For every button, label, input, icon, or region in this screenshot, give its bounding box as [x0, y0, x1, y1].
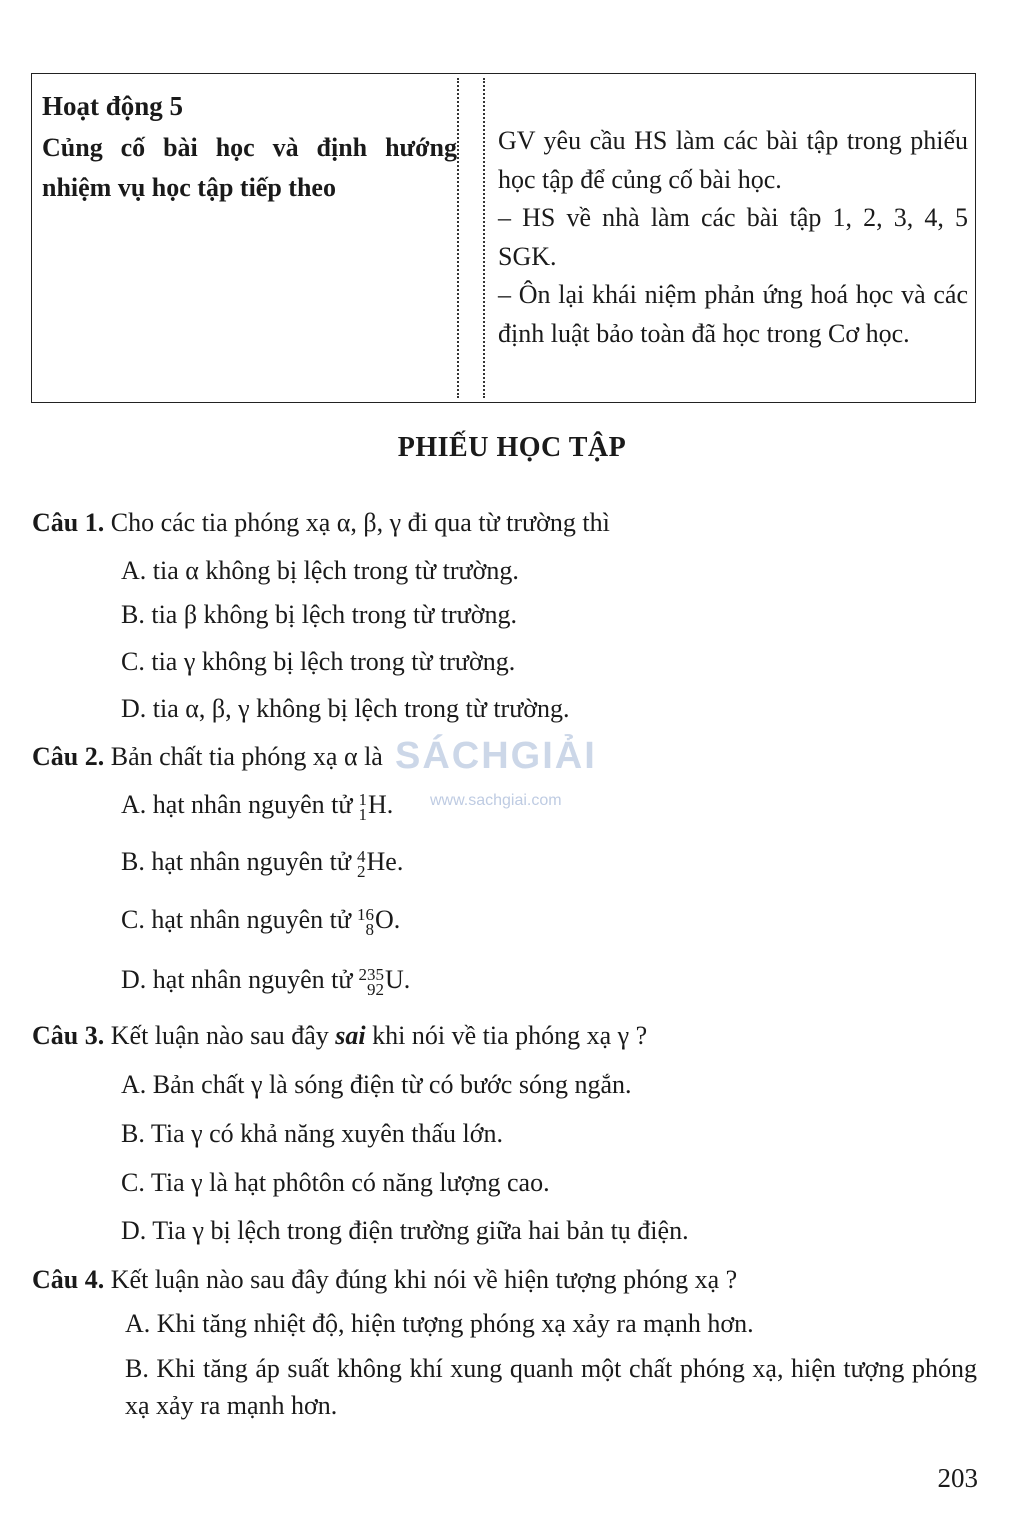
activity-right-column: [498, 122, 968, 353]
nuclide-notation: [358, 965, 384, 1000]
mass-number: 4: [357, 847, 366, 867]
page-number: 203: [937, 1463, 978, 1493]
option-b: B. tia β không bị lệch trong từ trường.: [121, 600, 518, 629]
question-text: khi nói về tia phóng xạ γ ?: [372, 1021, 648, 1050]
atomic-number: 8: [365, 920, 375, 940]
question-number: Câu 4.: [32, 1265, 105, 1294]
question-number: Câu 3.: [32, 1021, 105, 1050]
question-text: Kết luận nào sau đây: [110, 1021, 329, 1050]
question-number: Câu 2.: [32, 742, 105, 771]
option-c: [121, 905, 401, 940]
emphasis-word: sai: [335, 1021, 366, 1050]
option-c: C. Tia γ là hạt phôtôn có năng lượng cao.: [121, 1168, 550, 1197]
option-d: [121, 965, 411, 1000]
activity-title: Hoạt động 5: [42, 91, 184, 121]
atomic-number: 2: [357, 862, 366, 882]
worksheet-title: PHIẾU HỌC TẬP: [397, 432, 627, 463]
option-b: B. Khi tăng áp suất không khí xung quanh một chất phóng xạ, hiện tượng phóng xạ xảy ra mạnh hơn.: [125, 1354, 977, 1420]
option-text: A. hạt nhân nguyên tử: [121, 790, 353, 819]
watermark-url: www.sachgiai.com: [430, 792, 562, 809]
option-a: A. Bản chất γ là sóng điện từ có bước sóng ngắn.: [121, 1070, 632, 1099]
option-c: C. tia γ không bị lệch trong từ trường.: [121, 647, 516, 676]
option-text: C. hạt nhân nguyên tử: [121, 905, 352, 934]
option-b: [121, 847, 404, 882]
option-a: A. Khi tăng nhiệt độ, hiện tượng phóng xạ xảy ra mạnh hơn.: [125, 1309, 754, 1338]
question-text: Kết luận nào sau đây đúng khi nói về hiện tượng phóng xạ ?: [110, 1265, 738, 1294]
activity-paragraph: GV yêu cầu HS làm các bài tập trong phiếu học tập để củng cố bài học.: [498, 126, 968, 194]
activity-subtitle: Củng cố bài học và định hướng nhiệm vụ học tập tiếp theo: [42, 133, 457, 202]
element-symbol: O.: [375, 905, 401, 934]
mass-number: 16: [357, 905, 375, 925]
activity-table: [31, 73, 976, 403]
element-symbol: He.: [366, 847, 404, 876]
activity-left-column: [42, 88, 457, 208]
mass-number: 1: [358, 790, 367, 810]
nuclide-notation: [357, 905, 375, 940]
question-2: [32, 742, 383, 772]
question-4: [32, 1265, 737, 1295]
element-symbol: U.: [384, 965, 411, 994]
column-divider-right: [483, 78, 485, 398]
column-divider-left: [457, 78, 459, 398]
atomic-number: 92: [366, 980, 384, 1000]
activity-paragraph: – Ôn lại khái niệm phản ứng hoá học và các định luật bảo toàn đã học trong Cơ học.: [498, 280, 968, 348]
question-text: Bản chất tia phóng xạ α là: [110, 742, 383, 771]
nuclide-notation: [358, 790, 367, 825]
activity-paragraph: – HS về nhà làm các bài tập 1, 2, 3, 4, 5 SGK.: [498, 203, 968, 271]
option-b: B. Tia γ có khả năng xuyên thấu lớn.: [121, 1119, 503, 1148]
option-text: D. hạt nhân nguyên tử: [121, 965, 353, 994]
question-3: [32, 1021, 647, 1051]
element-symbol: H.: [367, 790, 394, 819]
option-a: A. tia α không bị lệch trong từ trường.: [121, 556, 519, 585]
atomic-number: 1: [358, 805, 367, 825]
watermark-logo: SÁCHGIẢI: [395, 735, 597, 777]
option-d: D. Tia γ bị lệch trong điện trường giữa hai bản tụ điện.: [121, 1216, 689, 1245]
option-d: D. tia α, β, γ không bị lệch trong từ trường.: [121, 694, 570, 723]
mass-number: 235: [358, 965, 384, 985]
option-text: B. hạt nhân nguyên tử: [121, 847, 352, 876]
question-1: [32, 508, 610, 538]
question-text: Cho các tia phóng xạ α, β, γ đi qua từ trường thì: [110, 508, 610, 537]
option-a: [121, 790, 394, 825]
question-number: Câu 1.: [32, 508, 105, 537]
nuclide-notation: [357, 847, 366, 882]
